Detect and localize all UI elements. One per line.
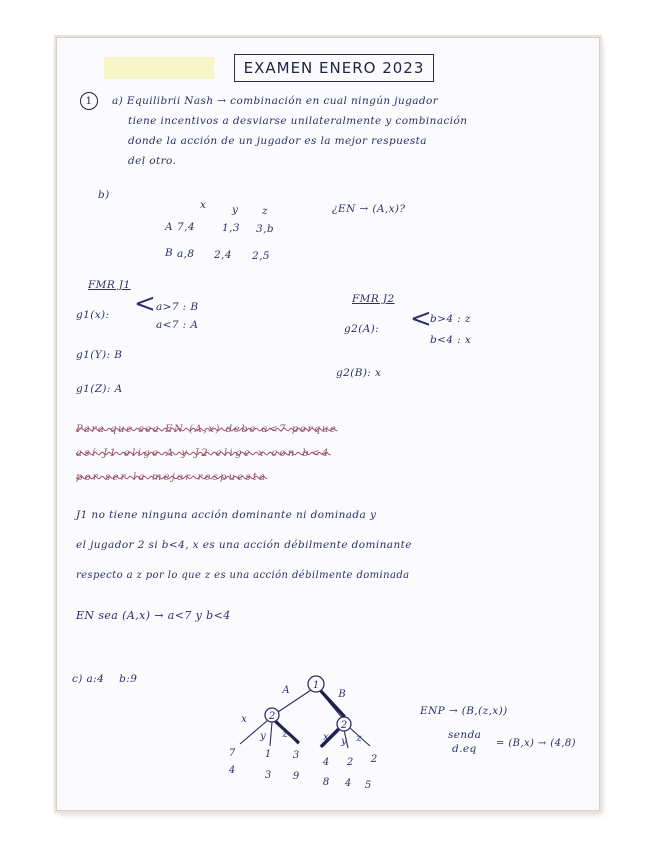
tree-left-action-y: y [260,731,266,742]
struck-line-2: así J1 elige A y J2 elige x con b<4 [76,448,331,459]
payoff-bottom-3: 9 [292,771,300,782]
payoff-top-2: 1 [264,749,272,760]
tree-right-action-y: y [341,736,347,747]
tree-right-action-x: x [323,732,329,743]
g1-x-case-2: a<7 : A [156,319,199,331]
part-c-label: c) a:4 b:9 [72,673,138,685]
payoff-bottom-5: 4 [344,778,352,789]
g1-x-label: g1(x): [76,309,110,321]
question-number: 1 [80,92,98,110]
matrix-col-z: z [262,205,268,217]
senda-value: = (B,x) → (4,8) [496,738,576,749]
g2-b: g2(B): x [336,367,382,379]
g2-a-case-1: b>4 : z [430,313,471,325]
g1-x-case-1: a>7 : B [156,301,199,313]
part-b-label: b) [98,189,110,201]
explanation-line-3: respecto a z por lo que z es una acción débilmente dominada [76,570,410,581]
g2-a-brace: < [410,304,433,334]
payoff-top-5: 2 [346,757,354,768]
matrix-cell-a-z: 3,b [256,223,274,235]
payoff-top-6: 2 [370,754,378,765]
payoff-bottom-4: 8 [322,777,330,788]
tree-node-left-label: 2 [268,711,276,722]
explanation-line-2: el jugador 2 si b<4, x es una acción débilmente dominante [76,539,412,551]
tree-root-label: 1 [312,680,320,691]
g1-z: g1(Z): A [76,383,123,395]
payoff-top-4: 4 [322,757,330,768]
part-a-line-2: tiene incentivos a desviarse unilateralmente y combinación [128,115,468,127]
payoff-bottom-1: 4 [228,765,236,776]
fmr-j1-title: FMR J1 [88,279,131,291]
tree-node-right-label: 2 [340,720,348,731]
g2-a-label: g2(A): [344,323,380,335]
g1-y: g1(Y): B [76,349,123,361]
matrix-row-a-label: A [165,221,173,233]
tree-right-action-z: z [356,733,362,744]
part-a-line-1: a) Equilibrii Nash → combinación en cual ningún jugador [112,95,439,107]
ne-question: ¿EN → (A,x)? [332,203,406,215]
tree-branch-a: A [282,685,290,696]
struck-line-1: Para que sea EN (A,x) debe a<7 porque [76,424,338,435]
matrix-col-y: y [232,204,239,216]
payoff-bottom-6: 5 [364,780,372,791]
matrix-cell-b-z: 2,5 [252,250,270,262]
fmr-j2-title: FMR J2 [352,293,395,305]
payoff-top-3: 3 [292,750,300,761]
senda-label-2: d.eq [452,743,477,755]
matrix-row-b-label: B [165,247,174,259]
conclusion: EN sea (A,x) → a<7 y b<4 [76,609,231,622]
tree-left-action-z: z [282,729,288,740]
matrix-cell-b-y: 2,4 [214,249,232,261]
spe-result: ENP → (B,(z,x)) [420,705,508,717]
exam-title: EXAMEN ENERO 2023 [234,54,434,82]
part-a-line-4: del otro. [128,155,177,167]
struck-line-3: por ser la mejor respuesta [76,472,268,483]
tree-left-action-x: x [241,714,247,725]
payoff-top-1: 7 [228,748,236,759]
senda-label-1: senda [448,729,482,741]
g1-x-brace: < [134,289,157,319]
matrix-cell-b-x: a,8 [177,248,195,260]
tree-branch-b: B [338,689,346,700]
payoff-bottom-2: 3 [264,770,272,781]
explanation-line-1: J1 no tiene ninguna acción dominante ni dominada y [76,509,377,521]
part-a-line-3: donde la acción de un jugador es la mejor respuesta [128,135,427,147]
matrix-col-x: x [200,199,207,211]
matrix-cell-a-x: 7,4 [177,221,195,233]
g2-a-case-2: b<4 : x [430,334,472,346]
matrix-cell-a-y: 1,3 [222,222,240,234]
